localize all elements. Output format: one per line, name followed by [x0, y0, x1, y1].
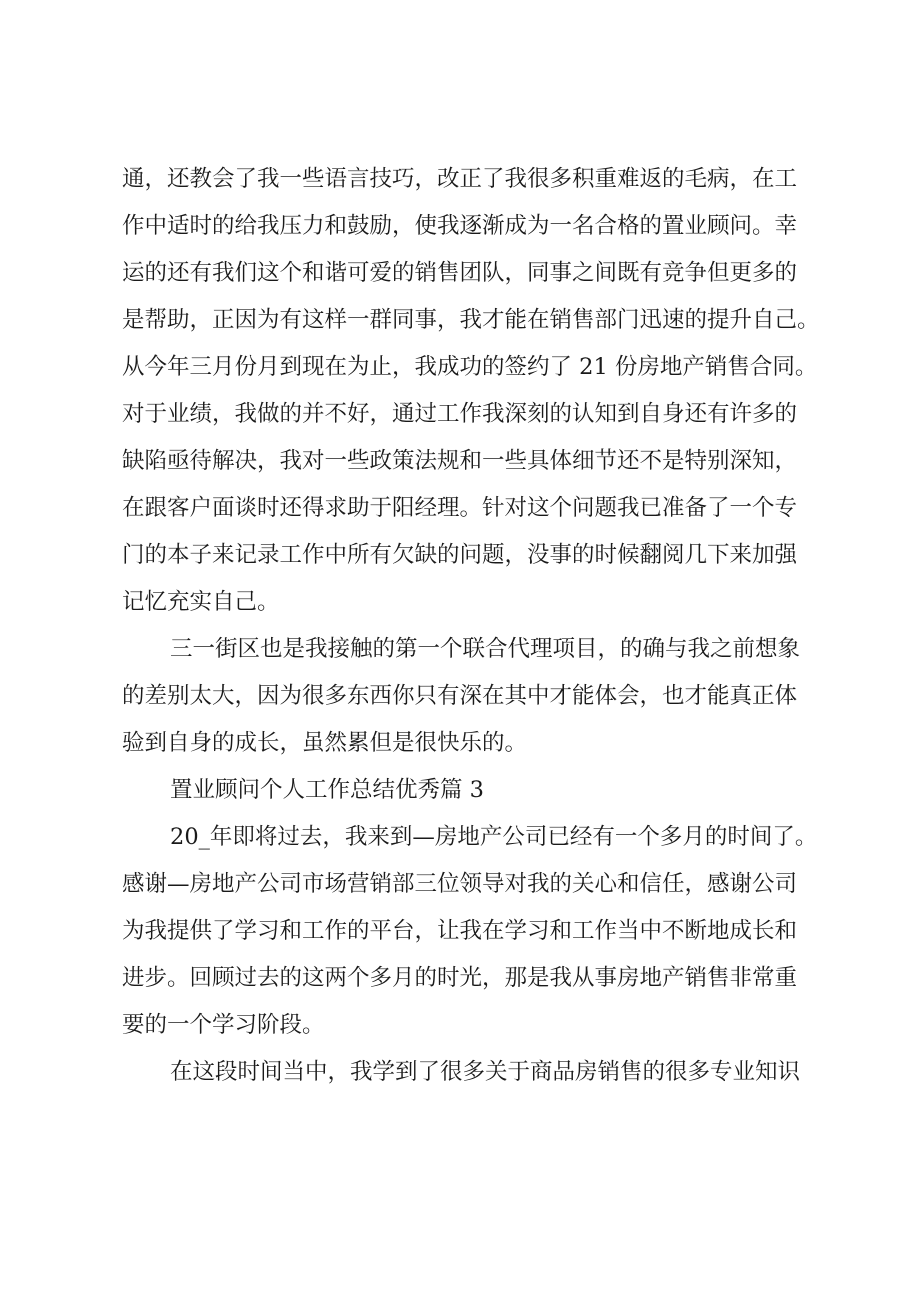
- text-line: 通，还教会了我一些语言技巧，改正了我很多积重难返的毛病，在工: [122, 166, 798, 192]
- text-line: 要的一个学习阶段。: [122, 1012, 325, 1038]
- text-line: 三一街区也是我接触的第一个联合代理项目，的确与我之前想象: [170, 636, 801, 662]
- text-line: 作中适时的给我压力和鼓励，使我逐渐成为一名合格的置业顾问。幸: [122, 213, 798, 239]
- text-line: 进步。回顾过去的这两个多月的时光，那是我从事房地产销售非常重: [122, 965, 798, 991]
- text-line: 记忆充实自己。: [122, 589, 280, 615]
- text-line: 门的本子来记录工作中所有欠缺的问题，没事的时候翻阅几下来加强: [122, 542, 798, 568]
- text-line: 感谢—房地产公司市场营销部三位领导对我的关心和信任，感谢公司: [122, 871, 798, 897]
- text-line: 在跟客户面谈时还得求助于阳经理。针对这个问题我已准备了一个专: [122, 495, 798, 521]
- text-line: 20_年即将过去，我来到—房地产公司已经有一个多月的时间了。: [170, 824, 818, 850]
- text-line: 在这段时间当中，我学到了很多关于商品房销售的很多专业知识: [170, 1059, 801, 1085]
- text-line: 的差别太大，因为很多东西你只有深在其中才能体会，也才能真正体: [122, 683, 798, 709]
- text-line: 从今年三月份月到现在为止，我成功的签约了 21 份房地产销售合同。: [122, 354, 818, 380]
- text-line: 验到自身的成长，虽然累但是很快乐的。: [122, 730, 528, 756]
- text-line: 运的还有我们这个和谐可爱的销售团队，同事之间既有竞争但更多的: [122, 260, 798, 286]
- text-line: 是帮助，正因为有这样一群同事，我才能在销售部门迅速的提升自己。: [122, 307, 820, 333]
- text-line: 对于业绩，我做的并不好，通过工作我深刻的认知到自身还有许多的: [122, 401, 798, 427]
- section-heading: 置业顾问个人工作总结优秀篇 3: [170, 777, 484, 803]
- text-line: 为我提供了学习和工作的平台，让我在学习和工作当中不断地成长和: [122, 918, 798, 944]
- text-line: 缺陷亟待解决，我对一些政策法规和一些具体细节还不是特别深知，: [122, 448, 798, 474]
